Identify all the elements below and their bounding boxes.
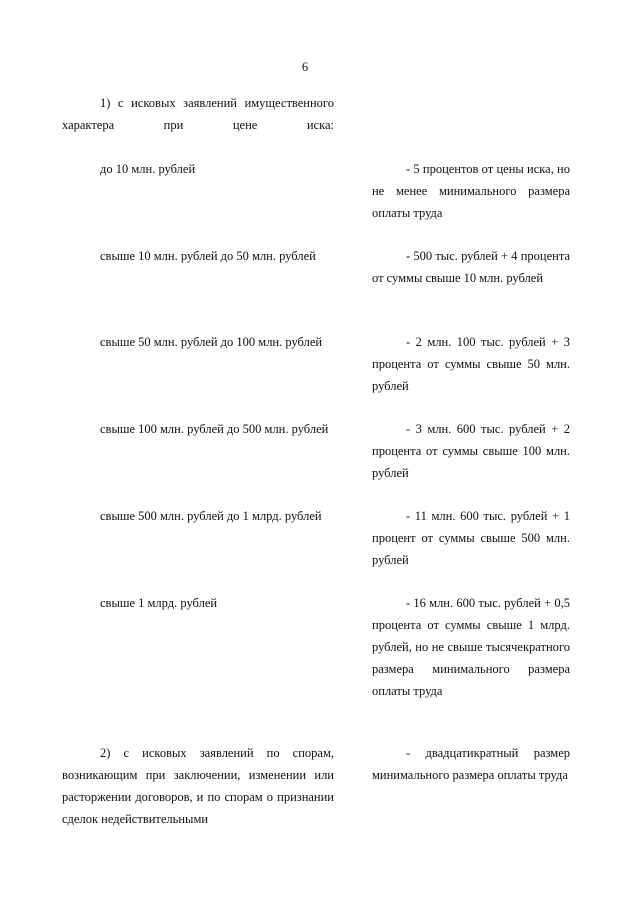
tariff-fee xyxy=(372,505,570,571)
tariff-range xyxy=(62,245,334,267)
tariff-fee-text: - 3 млн. 600 тыс. рублей + 2 процента от суммы свыше 100 млн. рублей xyxy=(372,422,570,480)
tariff-fee xyxy=(372,742,570,786)
tariff-fee-text: - двадцатикратный размер минимального размера оплаты труда xyxy=(372,746,570,782)
tariff-fee xyxy=(372,245,570,289)
tariff-range-text: свыше 100 млн. рублей до 500 млн. рублей xyxy=(100,422,329,436)
tariff-fee xyxy=(372,331,570,397)
tariff-fee xyxy=(372,418,570,484)
tariff-range-text: свыше 10 млн. рублей до 50 млн. рублей xyxy=(100,249,316,263)
page-number: 6 xyxy=(301,60,309,74)
tariff-fee-text: - 5 процентов от цены иска, но не менее минимального размера оплаты труда xyxy=(372,162,570,220)
tariff-fee xyxy=(372,592,570,702)
intro-paragraph xyxy=(62,92,334,136)
tariff-range-text: свыше 1 млрд. рублей xyxy=(100,596,218,610)
tariff-fee-text: - 16 млн. 600 тыс. рублей + 0,5 процента от суммы свыше 1 млрд. рублей, но не свыше тысячекратного размера минимального размера оплаты труда xyxy=(372,596,570,698)
tariff-fee-text: - 2 млн. 100 тыс. рублей + 3 процента от суммы свыше 50 млн. рублей xyxy=(372,335,570,393)
tariff-fee-text: - 500 тыс. рублей + 4 процента от суммы свыше 10 млн. рублей xyxy=(372,249,570,285)
tariff-range-text: свыше 50 млн. рублей до 100 млн. рублей xyxy=(100,335,323,349)
intro-text: 1) с исковых заявлений имущественного характера при цене иска: xyxy=(62,96,334,132)
tariff-range xyxy=(62,158,334,180)
tariff-range xyxy=(62,418,334,440)
tariff-range xyxy=(62,742,334,830)
tariff-fee xyxy=(372,158,570,224)
tariff-range xyxy=(62,331,334,353)
tariff-range xyxy=(62,592,334,614)
tariff-range-text: 2) с исковых заявлений по спорам, возникающим при заключении, изменении или расторжении договоров, и по спорам о признании сделок недействительными xyxy=(62,746,334,826)
tariff-range-text: свыше 500 млн. рублей до 1 млрд. рублей xyxy=(100,509,322,523)
tariff-range xyxy=(62,505,334,527)
tariff-fee-text: - 11 млн. 600 тыс. рублей + 1 процент от суммы свыше 500 млн. рублей xyxy=(372,509,570,567)
tariff-range-text: до 10 млн. рублей xyxy=(100,162,196,176)
